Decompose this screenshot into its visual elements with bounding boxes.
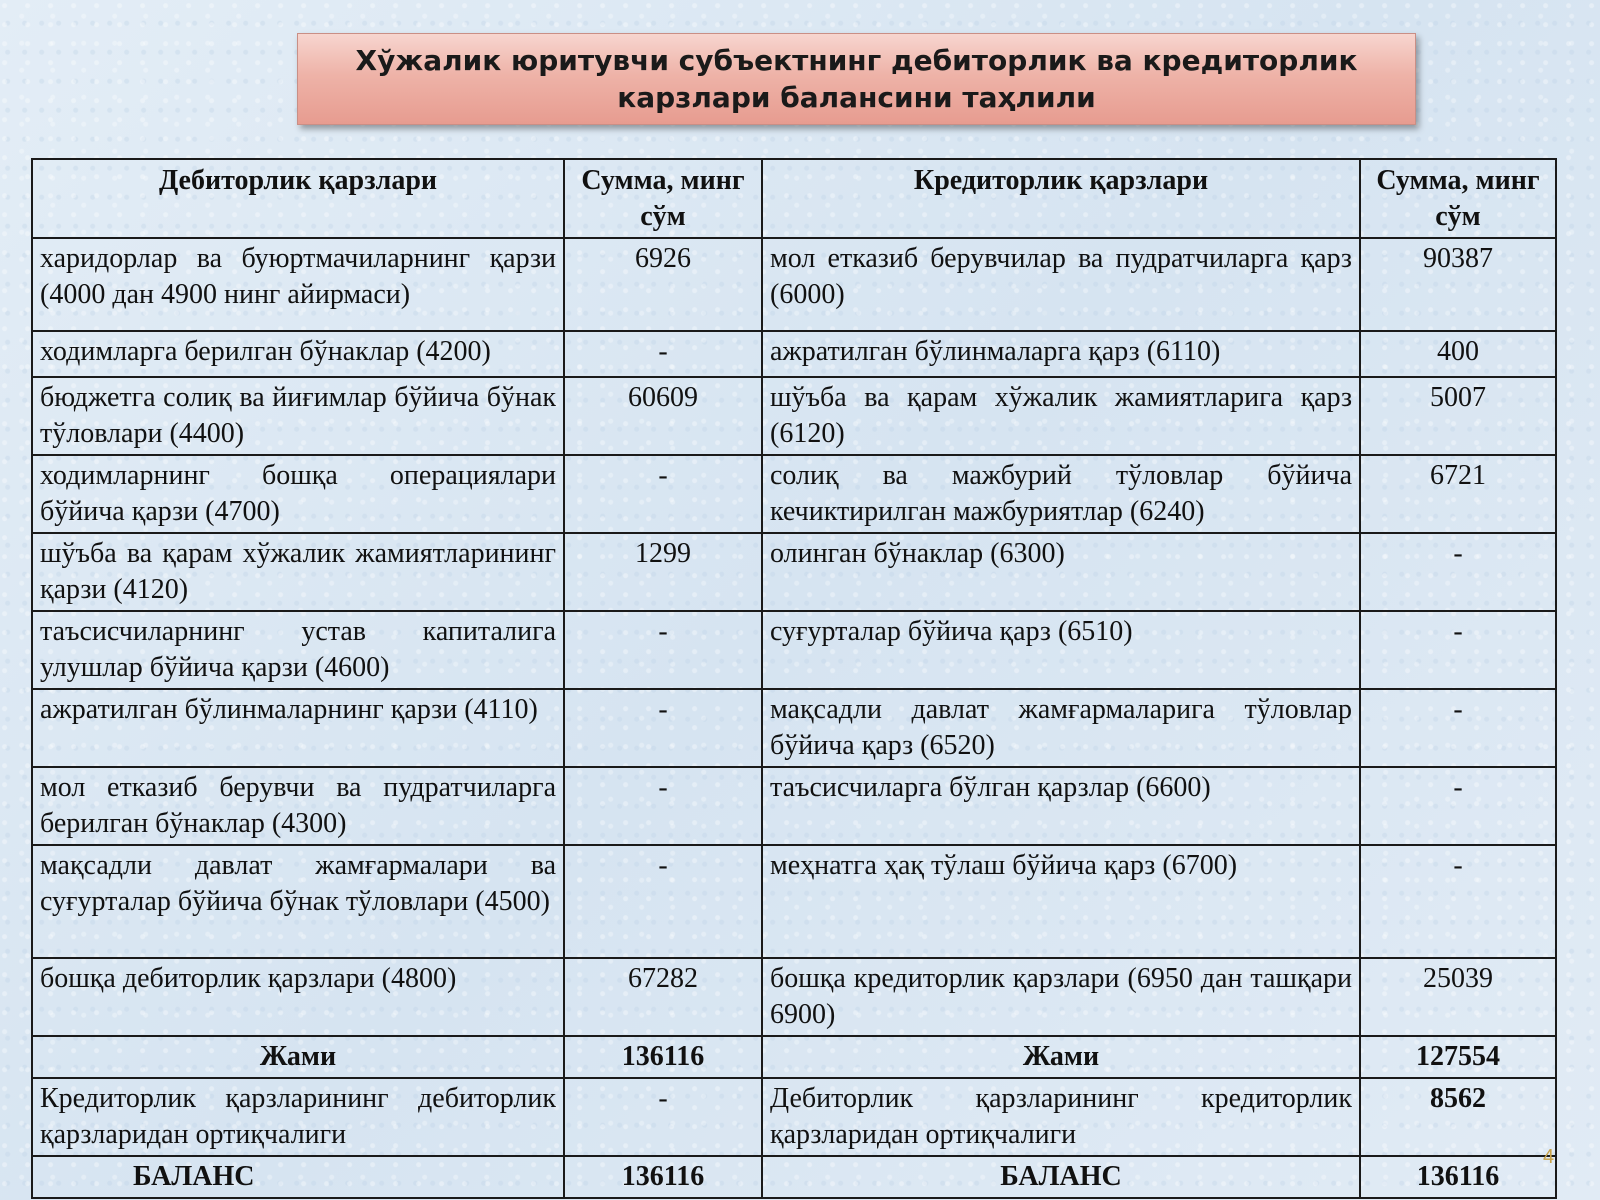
table-header-row <box>32 159 1556 238</box>
debit-item: ходимларнинг бошқа операциялари бўйича қарзи (4700) <box>32 455 564 533</box>
table-row <box>32 377 1556 455</box>
page-title: Хўжалик юритувчи субъектнинг дебиторлик ва кредиторлик карзлари балансини таҳлили <box>355 44 1358 114</box>
debit-item: бюджетга солиқ ва йиғимлар бўйича бўнак тўловлари (4400) <box>32 377 564 455</box>
table-row <box>32 611 1556 689</box>
debit-sum: - <box>564 455 762 533</box>
credit-item: меҳнатга ҳақ тўлаш бўйича қарз (6700) <box>762 845 1360 958</box>
debit-balance-label: БАЛАНС <box>32 1156 564 1198</box>
debit-excess-sum: - <box>564 1078 762 1156</box>
credit-total-label: Жами <box>762 1036 1360 1078</box>
credit-sum: - <box>1360 611 1556 689</box>
credit-sum: 5007 <box>1360 377 1556 455</box>
table-row <box>32 767 1556 845</box>
credit-item: мол етказиб берувчилар ва пудратчиларга қарз (6000) <box>762 238 1360 331</box>
credit-sum: - <box>1360 689 1556 767</box>
credit-sum: 6721 <box>1360 455 1556 533</box>
header-credit: Кредиторлик қарзлари <box>762 159 1360 238</box>
credit-sum: 90387 <box>1360 238 1556 331</box>
debit-sum: 6926 <box>564 238 762 331</box>
debit-sum: - <box>564 689 762 767</box>
debit-excess-label: Кредиторлик қарзларининг дебиторлик қарзларидан ортиқчалиги <box>32 1078 564 1156</box>
debit-sum: - <box>564 767 762 845</box>
credit-item: солиқ ва мажбурий тўловлар бўйича кечиктирилган мажбуриятлар (6240) <box>762 455 1360 533</box>
credit-item: шўъба ва қарам хўжалик жамиятларига қарз (6120) <box>762 377 1360 455</box>
credit-item: бошқа кредиторлик қарзлари (6950 дан ташқари 6900) <box>762 958 1360 1036</box>
balance-row <box>32 1156 1556 1198</box>
credit-item: олинган бўнаклар (6300) <box>762 533 1360 611</box>
debit-total-sum: 136116 <box>564 1036 762 1078</box>
credit-sum: 25039 <box>1360 958 1556 1036</box>
debit-sum: - <box>564 611 762 689</box>
credit-item: таъсисчиларга бўлган қарзлар (6600) <box>762 767 1360 845</box>
credit-total-sum: 127554 <box>1360 1036 1556 1078</box>
debit-sum: - <box>564 331 762 377</box>
credit-balance-sum: 136116 <box>1360 1156 1556 1198</box>
credit-sum: 400 <box>1360 331 1556 377</box>
table-row <box>32 331 1556 377</box>
table-row <box>32 845 1556 958</box>
debit-sum: 1299 <box>564 533 762 611</box>
credit-item: ажратилган бўлинмаларга қарз (6110) <box>762 331 1360 377</box>
header-debit: Дебиторлик қарзлари <box>32 159 564 238</box>
table-row <box>32 533 1556 611</box>
credit-item: суғурталар бўйича қарз (6510) <box>762 611 1360 689</box>
credit-excess-sum: 8562 <box>1360 1078 1556 1156</box>
debit-item: ажратилган бўлинмаларнинг қарзи (4110) <box>32 689 564 767</box>
debit-item: харидорлар ва буюртмачиларнинг қарзи (4000 дан 4900 нинг айирмаси) <box>32 238 564 331</box>
credit-item: мақсадли давлат жамғармаларига тўловлар бўйича қарз (6520) <box>762 689 1360 767</box>
header-debit-sum: Сумма, минг сўм <box>564 159 762 238</box>
debit-sum: 67282 <box>564 958 762 1036</box>
debit-item: мақсадли давлат жамғармалари ва суғурталар бўйича бўнак тўловлари (4500) <box>32 845 564 958</box>
title-banner <box>297 33 1416 125</box>
debit-item: мол етказиб берувчи ва пудратчиларга берилган бўнаклар (4300) <box>32 767 564 845</box>
excess-row <box>32 1078 1556 1156</box>
credit-sum: - <box>1360 767 1556 845</box>
debit-sum: 60609 <box>564 377 762 455</box>
credit-sum: - <box>1360 533 1556 611</box>
debit-item: таъсисчиларнинг устав капиталига улушлар бўйича қарзи (4600) <box>32 611 564 689</box>
table-row <box>32 455 1556 533</box>
debit-item: бошқа дебиторлик қарзлари (4800) <box>32 958 564 1036</box>
credit-balance-label: БАЛАНС <box>762 1156 1360 1198</box>
credit-excess-label: Дебиторлик қарзларининг кредиторлик қарзларидан ортиқчалиги <box>762 1078 1360 1156</box>
slide-number: 4 <box>1543 1146 1555 1168</box>
table-row <box>32 238 1556 331</box>
debit-sum: - <box>564 845 762 958</box>
total-row <box>32 1036 1556 1078</box>
debit-item: шўъба ва қарам хўжалик жамиятларининг қарзи (4120) <box>32 533 564 611</box>
table-row <box>32 958 1556 1036</box>
debit-item: ходимларга берилган бўнаклар (4200) <box>32 331 564 377</box>
debit-balance-sum: 136116 <box>564 1156 762 1198</box>
debit-total-label: Жами <box>32 1036 564 1078</box>
table-row <box>32 689 1556 767</box>
credit-sum: - <box>1360 845 1556 958</box>
debt-balance-table <box>31 158 1557 1199</box>
header-credit-sum: Сумма, минг сўм <box>1360 159 1556 238</box>
